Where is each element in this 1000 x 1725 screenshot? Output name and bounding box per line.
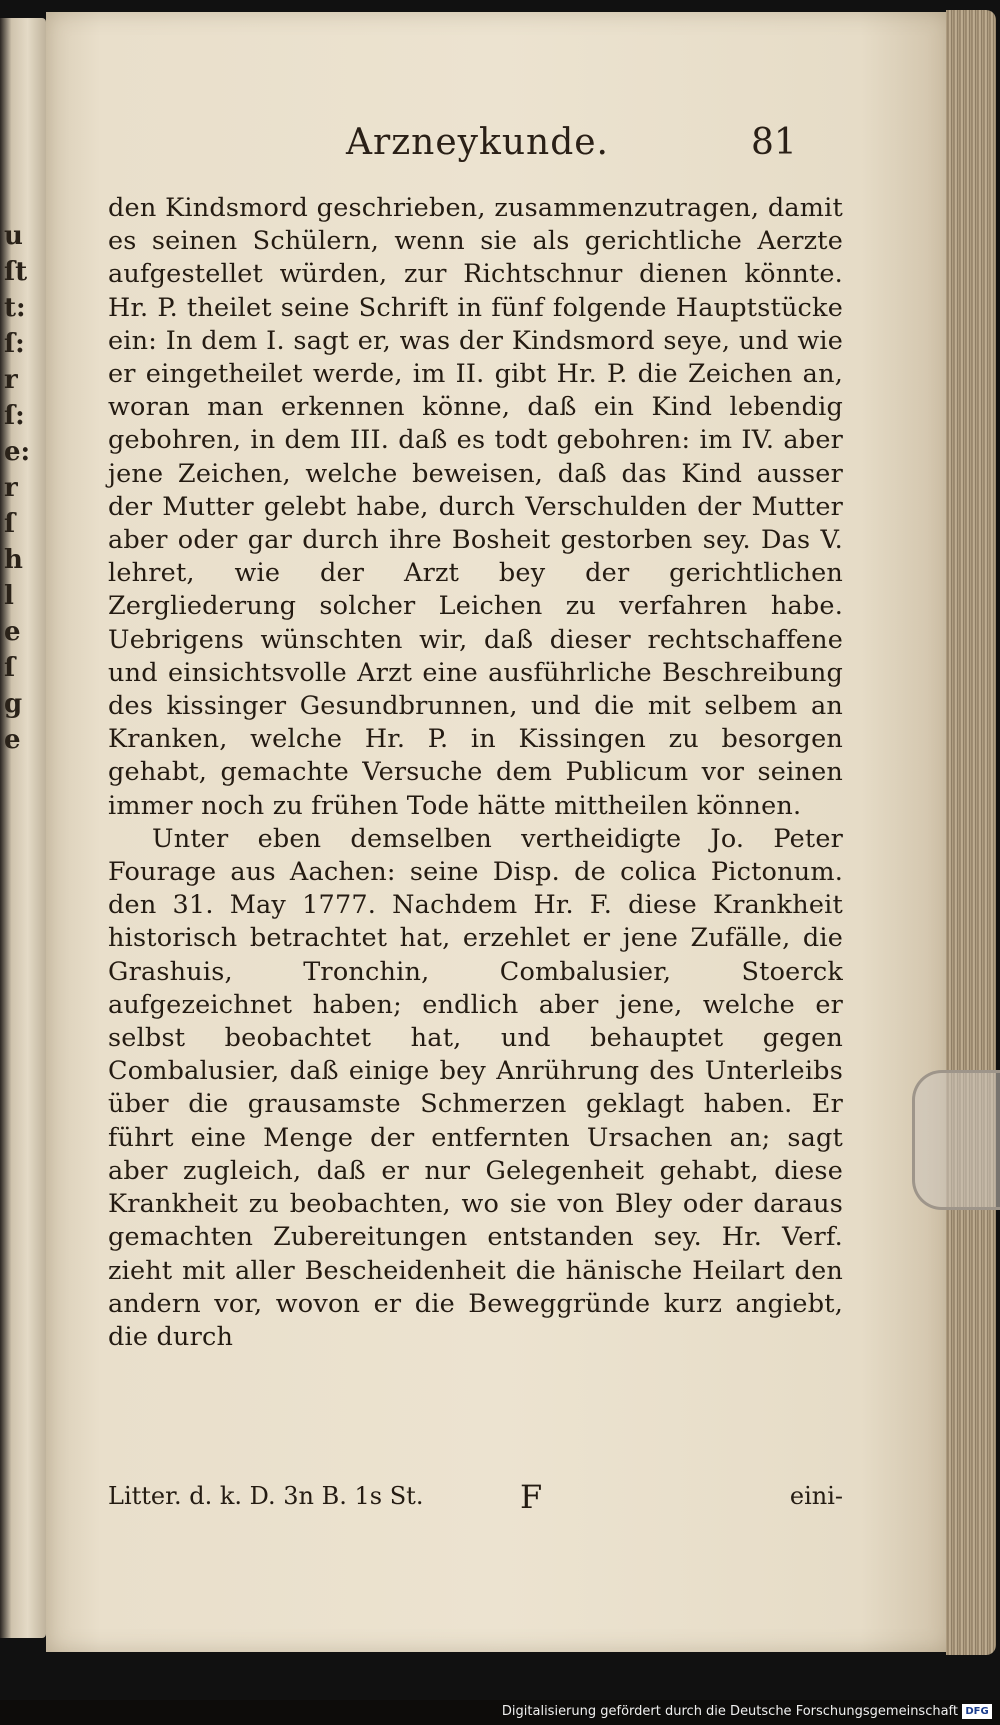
digitization-bar <box>0 1700 1000 1725</box>
previous-page-fragment: t: <box>4 293 26 323</box>
signature-letter: F <box>520 1478 543 1516</box>
previous-page-fragment: h <box>4 545 23 575</box>
previous-page-fragment: r <box>4 365 18 395</box>
previous-page-fragment: ſ <box>4 653 16 683</box>
previous-page-fragment: r <box>4 473 18 503</box>
previous-page-fragment: ſ: <box>4 401 25 431</box>
previous-page-fragment: l <box>4 581 14 611</box>
previous-page-fragment: e: <box>4 437 31 467</box>
previous-page-fragments <box>4 218 38 758</box>
paragraph: Unter eben demselben vertheidigte Jo. Peter Fourage aus Aachen: seine Disp. de colica Pictonum. den 31. May 1777. Nachdem Hr. F. diese Krankheit historisch betrachtet hat, erzehlet er jene Zufälle, die Grashuis, Tronchin, Combalusier, Stoerck aufgezeichnet haben; endlich aber jene, welche er selbst beobachtet hat, und behauptet gegen Combalusier, daß einige bey Anrührung des Unterleibs über die grausamste Schmerzen geklagt haben. Er führt eine Menge der entfernten Ursachen an; sagt aber zugleich, daß er nur Gelegenheit gehabt, diese Krankheit zu beobachten, wo sie von Bley oder daraus gemachten Zubereitungen entstanden sey. Hr. Verf. zieht mit aller Bescheidenheit die hänische Heilart den andern vor, wovon er die Beweggründe kurz angiebt, die durch <box>108 823 843 1352</box>
book-block-edges <box>946 10 996 1655</box>
page-header <box>46 122 951 172</box>
previous-page-fragment: ſt <box>4 257 28 287</box>
digitization-notice: Digitalisierung gefördert durch die Deutsche Forschungsgemeinschaft <box>501 1704 958 1719</box>
previous-page-fragment: ſ <box>4 509 16 539</box>
previous-page-fragment: ſ: <box>4 329 25 359</box>
book-page <box>46 12 951 1652</box>
body-text <box>108 192 843 1354</box>
previous-page-edge <box>0 18 46 1638</box>
catchword: eini- <box>789 1482 843 1510</box>
previous-page-fragment: u <box>4 221 23 251</box>
page-holder-clip <box>912 1070 1000 1210</box>
page-footer <box>108 1478 843 1522</box>
previous-page-fragment: e <box>4 725 21 755</box>
previous-page-fragment: g <box>4 689 23 719</box>
dfg-logo: DFG <box>962 1704 992 1719</box>
paragraph: den Kindsmord geschrieben, zusammenzutragen, damit es seinen Schülern, wenn sie als gerichtliche Aerzte aufgestellet würden, zur Richtschnur dienen könnte. Hr. P. theilet seine Schrift in fünf folgende Hauptstücke ein: In dem I. sagt er, was der Kindsmord seye, und wie er eingetheilet werde, im II. gibt Hr. P. die Zeichen an, woran man erkennen könne, daß ein Kind lebendig gebohren, in dem III. daß es todt gebohren: im IV. aber jene Zeichen, welche beweisen, daß das Kind ausser der Mutter gelebt habe, durch Verschulden der Mutter aber oder gar durch ihre Bosheit gestorben sey. Das V. lehret, wie der Arzt bey der gerichtlichen Zergliederung solcher Leichen zu verfahren habe. Uebrigens wünschten wir, daß dieser rechtschaffene und einsichtsvolle Arzt eine ausführliche Beschreibung des kissinger Gesundbrunnen, und die mit selbem an Kranken, welche Hr. P. in Kissingen zu besorgen gehabt, gemachte Versuche dem Publicum vor seinen immer noch zu frühen Tode hätte mittheilen können. <box>108 193 843 821</box>
previous-page-fragment: e <box>4 617 21 647</box>
page-number: 81 <box>751 122 797 163</box>
signature-line: Litter. d. k. D. 3n B. 1s St. <box>108 1482 424 1510</box>
running-title: Arzneykunde. <box>346 122 609 163</box>
